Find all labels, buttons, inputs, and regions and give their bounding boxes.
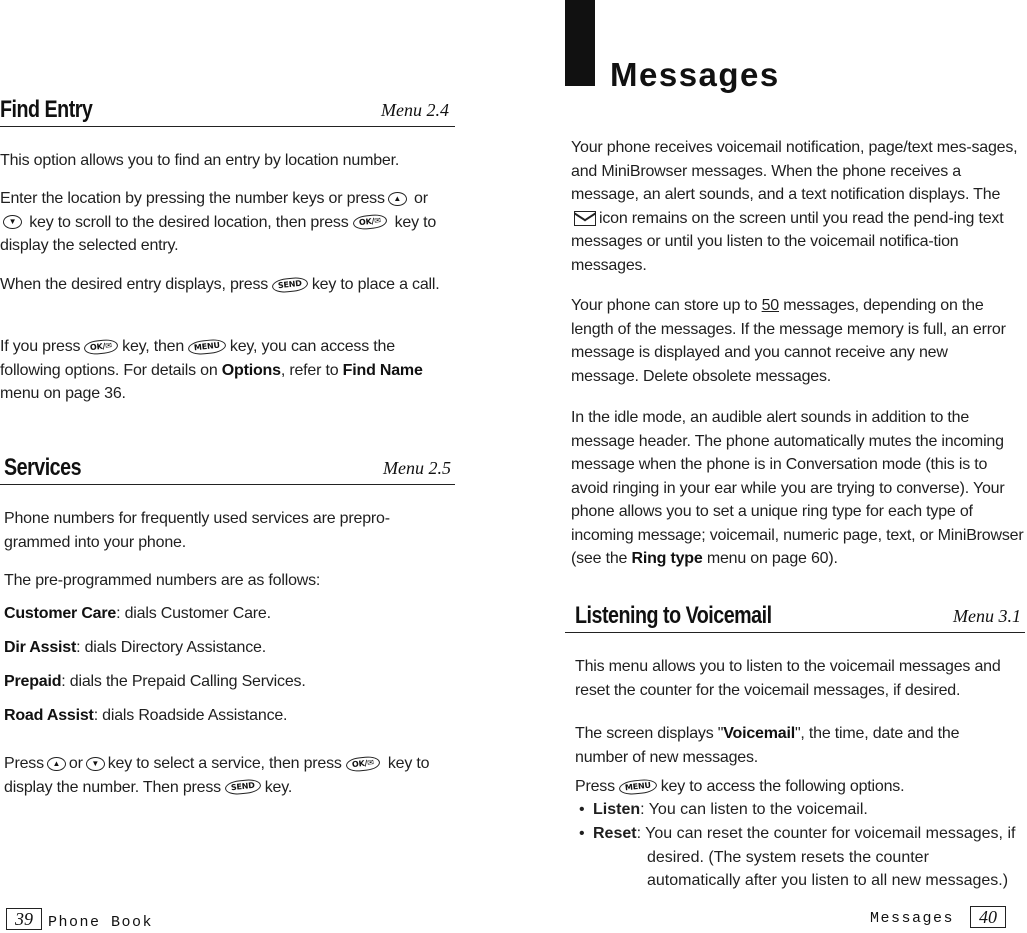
- chapter-title: Messages: [610, 56, 780, 93]
- ok-key-icon: OK/✉: [345, 755, 380, 772]
- send-key-icon: SEND: [271, 276, 308, 294]
- find-entry-paragraph-2: Enter the location by pressing the number keys or press ▲ or▼ key to scroll to the desired location, then press OK/✉ key to display the selected entry.: [0, 190, 437, 254]
- menu-key-icon: MENU: [187, 338, 226, 356]
- services-title: Services: [4, 454, 82, 481]
- services-header: [0, 442, 455, 485]
- voicemail-paragraph-3: Press MENU key to access the following options.: [575, 778, 905, 795]
- envelope-icon: [574, 211, 596, 226]
- services-item-dir-assist: Dir Assist: dials Directory Assistance.: [4, 639, 266, 656]
- voicemail-paragraph-1: This menu allows you to listen to the voicemail messages and reset the counter for the voicemail messages, if desired.: [575, 658, 1001, 699]
- send-key-icon: SEND: [224, 778, 261, 796]
- find-entry-title: Find Entry: [0, 96, 93, 123]
- services-paragraph-3: Press ▲ or ▼ key to select a service, then press OK/✉ key to display the number. Then press SEND key.: [4, 755, 430, 796]
- voicemail-title: Listening to Voicemail: [575, 602, 772, 629]
- down-key-icon: ▼: [86, 757, 105, 771]
- ok-key-icon: OK/✉: [352, 214, 387, 231]
- up-key-icon: ▲: [47, 757, 66, 771]
- footer-section-left: Phone Book: [48, 914, 154, 931]
- ok-key-icon: OK/✉: [84, 338, 119, 355]
- voicemail-option-listen: • Listen: You can listen to the voicemail.: [579, 801, 868, 818]
- find-entry-paragraph-1: This option allows you to find an entry by location number.: [0, 152, 400, 169]
- services-paragraph-2: The pre-programmed numbers are as follows:: [4, 572, 321, 589]
- find-entry-menu-number: Menu 2.4: [381, 100, 449, 120]
- services-menu-number: Menu 2.5: [383, 458, 451, 478]
- find-entry-paragraph-3: When the desired entry displays, press SEND key to place a call.: [0, 276, 440, 293]
- page-number-right: 40: [970, 906, 1006, 928]
- find-entry-paragraph-4: If you press OK/✉ key, then MENU key, you can access the following options. For details on Options, refer to Find Name menu on page 36.: [0, 338, 423, 402]
- messages-paragraph-3: In the idle mode, an audible alert sounds in addition to the message header. The phone automatically mutes the incoming message when the phone is in Conversation mode (this is to avoid ringing in your ear while you are trying to converse). Your phone allows you to set a unique ring type for each type of incoming message; voicemail, numeric page, text, or MiniBrowser (see the Ring type menu on page 60).: [571, 409, 1024, 567]
- services-paragraph-1: Phone numbers for frequently used services are prepro-grammed into your phone.: [4, 510, 390, 551]
- messages-paragraph-2: Your phone can store up to 50 messages, depending on the length of the messages. If the message memory is full, an error message is displayed and you cannot receive any new message. Delete obsolete messages.: [571, 297, 1006, 385]
- voicemail-paragraph-2: The screen displays "Voicemail", the time, date and the number of new messages.: [575, 725, 960, 766]
- find-entry-header: [0, 84, 455, 127]
- up-key-icon: ▲: [388, 192, 407, 206]
- voicemail-option-reset: • Reset: You can reset the counter for voicemail messages, if desired. (The system resets the counter automatically after you listen to all new messages.): [579, 825, 1016, 889]
- page-number-left: 39: [6, 908, 42, 930]
- footer-section-right: Messages: [870, 910, 955, 927]
- services-item-prepaid: Prepaid: dials the Prepaid Calling Services.: [4, 673, 306, 690]
- messages-paragraph-1: Your phone receives voicemail notification, page/text mes-sages, and MiniBrowser messages. When the phone receives a message, an alert sounds, and a text notification displays. Theicon remains on the screen until you read the pend-ing text messages or until you listen to the voicemail notifica-tion messages.: [571, 139, 1018, 274]
- menu-key-icon: MENU: [618, 778, 657, 796]
- services-item-road-assist: Road Assist: dials Roadside Assistance.: [4, 707, 288, 724]
- voicemail-menu-number: Menu 3.1: [953, 606, 1021, 626]
- chapter-marker: [565, 0, 595, 86]
- services-item-customer-care: Customer Care: dials Customer Care.: [4, 605, 271, 622]
- down-key-icon: ▼: [3, 215, 22, 229]
- voicemail-header: [565, 590, 1025, 633]
